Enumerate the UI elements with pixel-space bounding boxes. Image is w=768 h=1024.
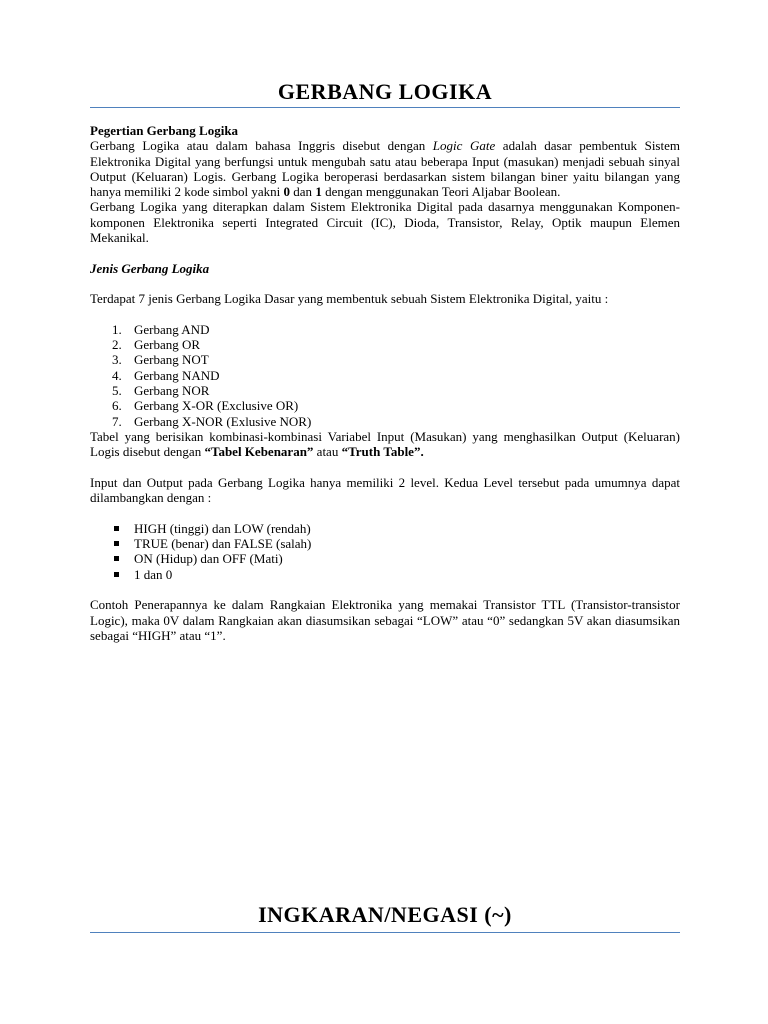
list-item-label: TRUE (benar) dan FALSE (salah) — [134, 536, 312, 552]
square-bullet-icon — [114, 556, 119, 561]
definition-paragraph-1 — [90, 138, 680, 199]
definition-paragraph-2: Gerbang Logika yang diterapkan dalam Sistem Elektronika Digital pada dasarnya menggunakan Komponen-komponen Elektronika seperti Integrated Circuit (IC), Dioda, Transistor, Relay, Optik maupun Elemen Mekanikal. — [90, 199, 680, 246]
text-run: Gerbang Logika atau dalam bahasa Inggris disebut dengan — [90, 138, 433, 154]
list-item — [90, 352, 680, 367]
list-item — [90, 322, 680, 337]
list-number: 4. — [112, 367, 122, 383]
list-item-label: ON (Hidup) dan OFF (Mati) — [134, 551, 283, 567]
list-item-label: Gerbang AND — [134, 321, 210, 337]
list-item — [90, 383, 680, 398]
spacer — [90, 505, 680, 520]
list-number: 1. — [112, 321, 122, 337]
spacer — [90, 276, 680, 291]
title-underline — [90, 107, 680, 108]
section-underline — [90, 932, 680, 933]
list-number: 7. — [112, 413, 122, 429]
list-item — [90, 551, 680, 566]
text-run: dengan menggunakan Teori Aljabar Boolean. — [321, 184, 561, 200]
tabel-kebenaran-term: “Tabel Kebenaran” — [204, 444, 314, 460]
binary-zero: 0 — [283, 184, 291, 200]
list-item-label: Gerbang NOT — [134, 352, 209, 368]
document-body — [90, 123, 680, 643]
spacer — [90, 245, 680, 260]
types-heading-text: Jenis Gerbang Logika — [90, 260, 210, 276]
example-paragraph: Contoh Penerapannya ke dalam Rangkaian Elektronika yang memakai Transistor TTL (Transistor-transistor Logic), maka 0V dalam Rangkaian akan diasumsikan sebagai “LOW” atau “0” sedangkan 5V akan diasumsikan sebagai “HIGH” atau “1”. — [90, 597, 680, 643]
spacer — [90, 460, 680, 475]
list-item — [90, 567, 680, 582]
list-item-label: 1 dan 0 — [134, 566, 173, 582]
square-bullet-icon — [114, 541, 119, 546]
level-list — [90, 521, 680, 582]
list-item-label: Gerbang NOR — [134, 383, 210, 399]
list-item — [90, 337, 680, 352]
list-item — [90, 414, 680, 429]
text-run: dan — [290, 184, 316, 200]
list-item — [90, 536, 680, 551]
types-heading — [90, 261, 680, 276]
list-item-label: HIGH (tinggi) dan LOW (rendah) — [134, 520, 311, 536]
list-item-label: Gerbang X-OR (Exclusive OR) — [134, 398, 299, 414]
list-item-label: Gerbang NAND — [134, 367, 220, 383]
text-run: Tabel yang berisikan kombinasi-kombinasi Variabel Input (Masukan) yang menghasilkan Output (Keluaran) Logis disebut dengan — [90, 428, 680, 460]
list-number: 5. — [112, 383, 122, 399]
logic-gate-term: Logic Gate — [432, 138, 496, 154]
list-number: 3. — [112, 352, 122, 368]
list-item — [90, 521, 680, 536]
spacer — [90, 307, 680, 322]
section-title-negation: INGKARAN/NEGASI (~) — [258, 902, 512, 927]
binary-one: 1 — [315, 184, 322, 200]
spacer — [90, 582, 680, 597]
list-item-label: Gerbang X-NOR (Exlusive NOR) — [134, 413, 312, 429]
square-bullet-icon — [114, 526, 119, 531]
text-run: adalah dasar pembentuk Sistem Elektronika Digital yang berfungsi untuk mengubah satu atau beberapa Input (masukan) menjadi sebuah sinyal Output (Keluaran) Logis. Gerbang Logika beroperasi berdasarkan sistem bilangan biner yaitu bilangan yang hanya memiliki 2 kode simbol yakni — [90, 138, 680, 200]
definition-heading: Pegertian Gerbang Logika — [90, 123, 239, 138]
page-title: GERBANG LOGIKA — [277, 79, 493, 104]
list-item — [90, 368, 680, 383]
truth-table-paragraph — [90, 429, 680, 460]
truth-table-term: “Truth Table”. — [341, 444, 424, 460]
square-bullet-icon — [114, 572, 119, 577]
list-number: 2. — [112, 337, 122, 353]
text-run: atau — [313, 444, 342, 460]
levels-intro: Input dan Output pada Gerbang Logika hanya memiliki 2 level. Kedua Level tersebut pada umumnya dapat dilambangkan dengan : — [90, 474, 680, 506]
list-number: 6. — [112, 398, 122, 414]
list-item — [90, 398, 680, 413]
list-item-label: Gerbang OR — [134, 337, 201, 353]
types-intro: Terdapat 7 jenis Gerbang Logika Dasar yang membentuk sebuah Sistem Elektronika Digital, yaitu : — [90, 291, 609, 307]
gate-list — [90, 322, 680, 429]
